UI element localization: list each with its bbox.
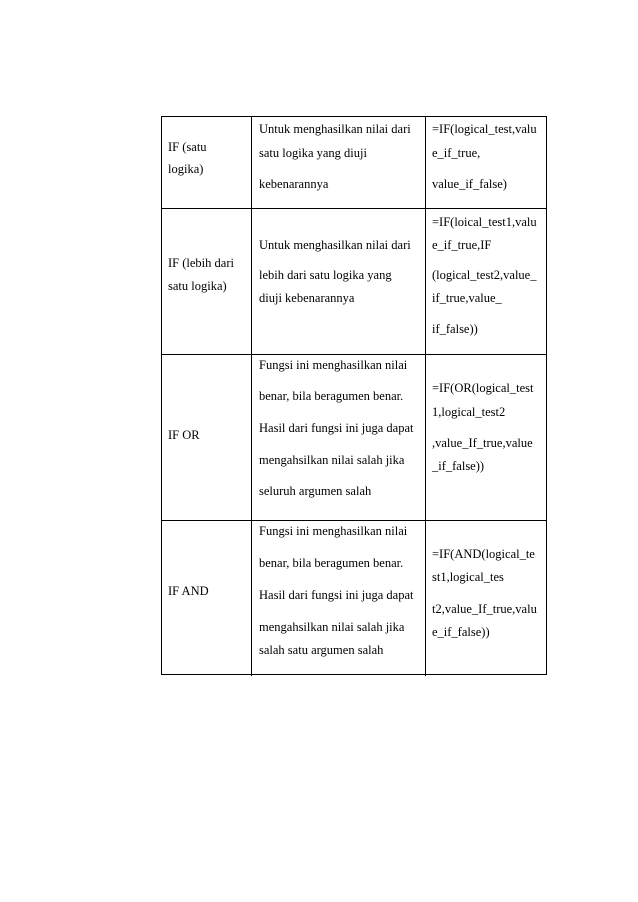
description-text: Fungsi ini menghasilkan nilai [259,358,408,372]
function-table [161,116,547,675]
syntax-text: e_if_true, [432,146,481,160]
description-text: benar, bila beragumen benar. [259,389,404,403]
syntax-text: =IF(loical_test1,valu [432,215,537,229]
syntax-text: e_if_true,IF [432,238,492,252]
syntax-cell [426,209,548,354]
table-row-if-and [162,521,546,676]
description-text: seluruh argumen salah [259,484,372,498]
description-text: Fungsi ini menghasilkan nilai [259,524,408,538]
syntax-text: if_true,value_ [432,291,502,305]
description-text: mengahsilkan nilai salah jika [259,453,405,467]
function-cell [162,521,251,676]
function-text: IF AND [168,584,209,598]
function-text: IF OR [168,428,200,442]
syntax-text: _if_false)) [432,459,485,473]
description-text: satu logika yang diuji [259,146,367,160]
description-text: kebenarannya [259,177,329,191]
table-row-if-multiple [162,209,546,355]
description-text: benar, bila beragumen benar. [259,556,404,570]
description-cell [252,355,425,520]
description-cell [252,521,425,676]
syntax-text: ,value_If_true,value [432,436,533,450]
syntax-text: =IF(OR(logical_test [432,381,534,395]
table-row-if-single [162,117,546,209]
syntax-cell [426,355,548,520]
function-text: IF (lebih dari [168,256,234,270]
description-text: salah satu argumen salah [259,643,384,657]
function-text: satu logika) [168,279,227,293]
description-text: lebih dari satu logika yang [259,268,392,282]
syntax-text: (logical_test2,value_ [432,268,537,282]
description-cell [252,209,425,354]
syntax-text: e_if_false)) [432,625,490,639]
syntax-cell [426,117,548,208]
function-text: IF (satu [168,140,207,154]
syntax-text: 1,logical_test2 [432,405,506,419]
description-text: mengahsilkan nilai salah jika [259,620,405,634]
table-row-if-or [162,355,546,521]
function-cell [162,355,251,520]
syntax-text: value_if_false) [432,177,507,191]
function-cell [162,117,251,208]
description-text: Untuk menghasilkan nilai dari [259,122,411,136]
syntax-cell [426,521,548,676]
description-text: Untuk menghasilkan nilai dari [259,238,411,252]
syntax-text: st1,logical_tes [432,570,504,584]
syntax-text: if_false)) [432,322,478,336]
function-text: logika) [168,162,204,176]
function-cell [162,209,251,354]
description-text: diuji kebenarannya [259,291,355,305]
description-text: Hasil dari fungsi ini juga dapat [259,421,414,435]
syntax-text: =IF(AND(logical_te [432,547,535,561]
syntax-text: =IF(logical_test,valu [432,122,537,136]
description-cell [252,117,425,208]
description-text: Hasil dari fungsi ini juga dapat [259,588,414,602]
syntax-text: t2,value_If_true,valu [432,602,537,616]
